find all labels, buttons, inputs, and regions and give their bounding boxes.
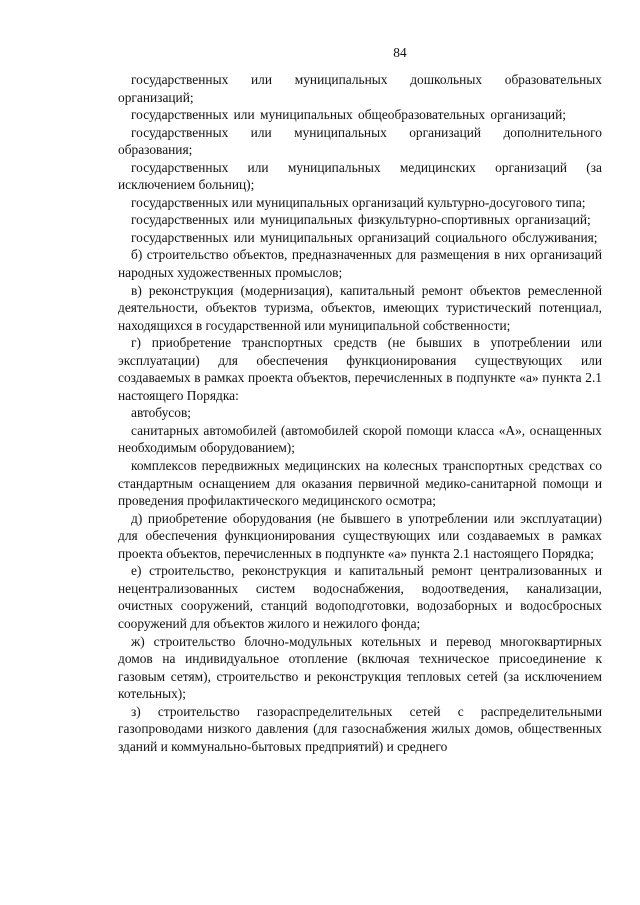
paragraph-z: з) строительство газораспределительных сетей с распределительными газопроводами низкого давления (для газоснабжения жилых домов, общественных зданий и коммунально-бытовых предприятий) и среднего (118, 703, 602, 754)
paragraph-d: д) приобретение оборудования (не бывшего в употреблении или эксплуатации) для обеспечения функционирования существующих или создаваемых в рамках проекта объектов, перечисленных в подпункте «а» пункта 2.1 настоящего Порядка; (118, 510, 602, 561)
paragraph-buses: автобусов; (131, 405, 191, 421)
paragraph-sports: государственных или муниципальных физкультурно-спортивных организаций; (131, 212, 591, 228)
paragraph-preschool: государственных или муниципальных дошкольных образовательных организаций; (118, 72, 602, 105)
paragraph-cultural: государственных или муниципальных организаций культурно-досугового типа; (131, 194, 586, 210)
paragraph-g: г) приобретение транспортных средств (не бывших в употреблении или эксплуатации) для обеспечения функционирования существующих или создаваемых в рамках проекта объектов, перечисленных в подпункте «а» пункта 2.1 настоящего Порядка: (118, 335, 602, 403)
paragraph-social: государственных или муниципальных организаций социального обслуживания; (131, 229, 598, 245)
paragraph-b: б) строительство объектов, предназначенных для размещения в них организаций народных художественных промыслов; (118, 247, 602, 281)
paragraph-additional-education: государственных или муниципальных организаций дополнительного образования; (118, 124, 602, 158)
paragraph-general-education: государственных или муниципальных общеобразовательных организаций; (131, 107, 566, 123)
paragraph-v: в) реконструкция (модернизация), капитальный ремонт объектов ремесленной деятельности, объектов туризма, объектов, имеющих туристический потенциал, находящихся в государственной или муниципальной собственности; (118, 282, 602, 333)
paragraph-zh: ж) строительство блочно-модульных котельных и перевод многоквартирных домов на индивидуальное отопление (включая техническое присоединение к газовым сетям), строительство и реконструкция тепловых сетей (за исключением котельных); (118, 633, 602, 702)
page-number: 84 (393, 45, 407, 60)
paragraph-medical: государственных или муниципальных медицинских организаций (за исключением больниц); (118, 159, 602, 193)
paragraph-ambulances: санитарных автомобилей (автомобилей скорой помощи класса «А», оснащенных необходимым оборудованием); (118, 422, 602, 456)
paragraph-e: е) строительство, реконструкция и капитальный ремонт централизованных и нецентрализованных систем водоснабжения, водоотведения, канализации, очистных сооружений, станций водоподготовки, водозаборных и водосбросных сооружений для объектов жилого и нежилого фонда; (118, 563, 602, 631)
paragraph-mobile-complexes: комплексов передвижных медицинских на колесных транспортных средствах со стандартным оснащением для оказания первичной медико-санитарной помощи и проведения профилактического медицинского осмотра; (118, 458, 602, 509)
